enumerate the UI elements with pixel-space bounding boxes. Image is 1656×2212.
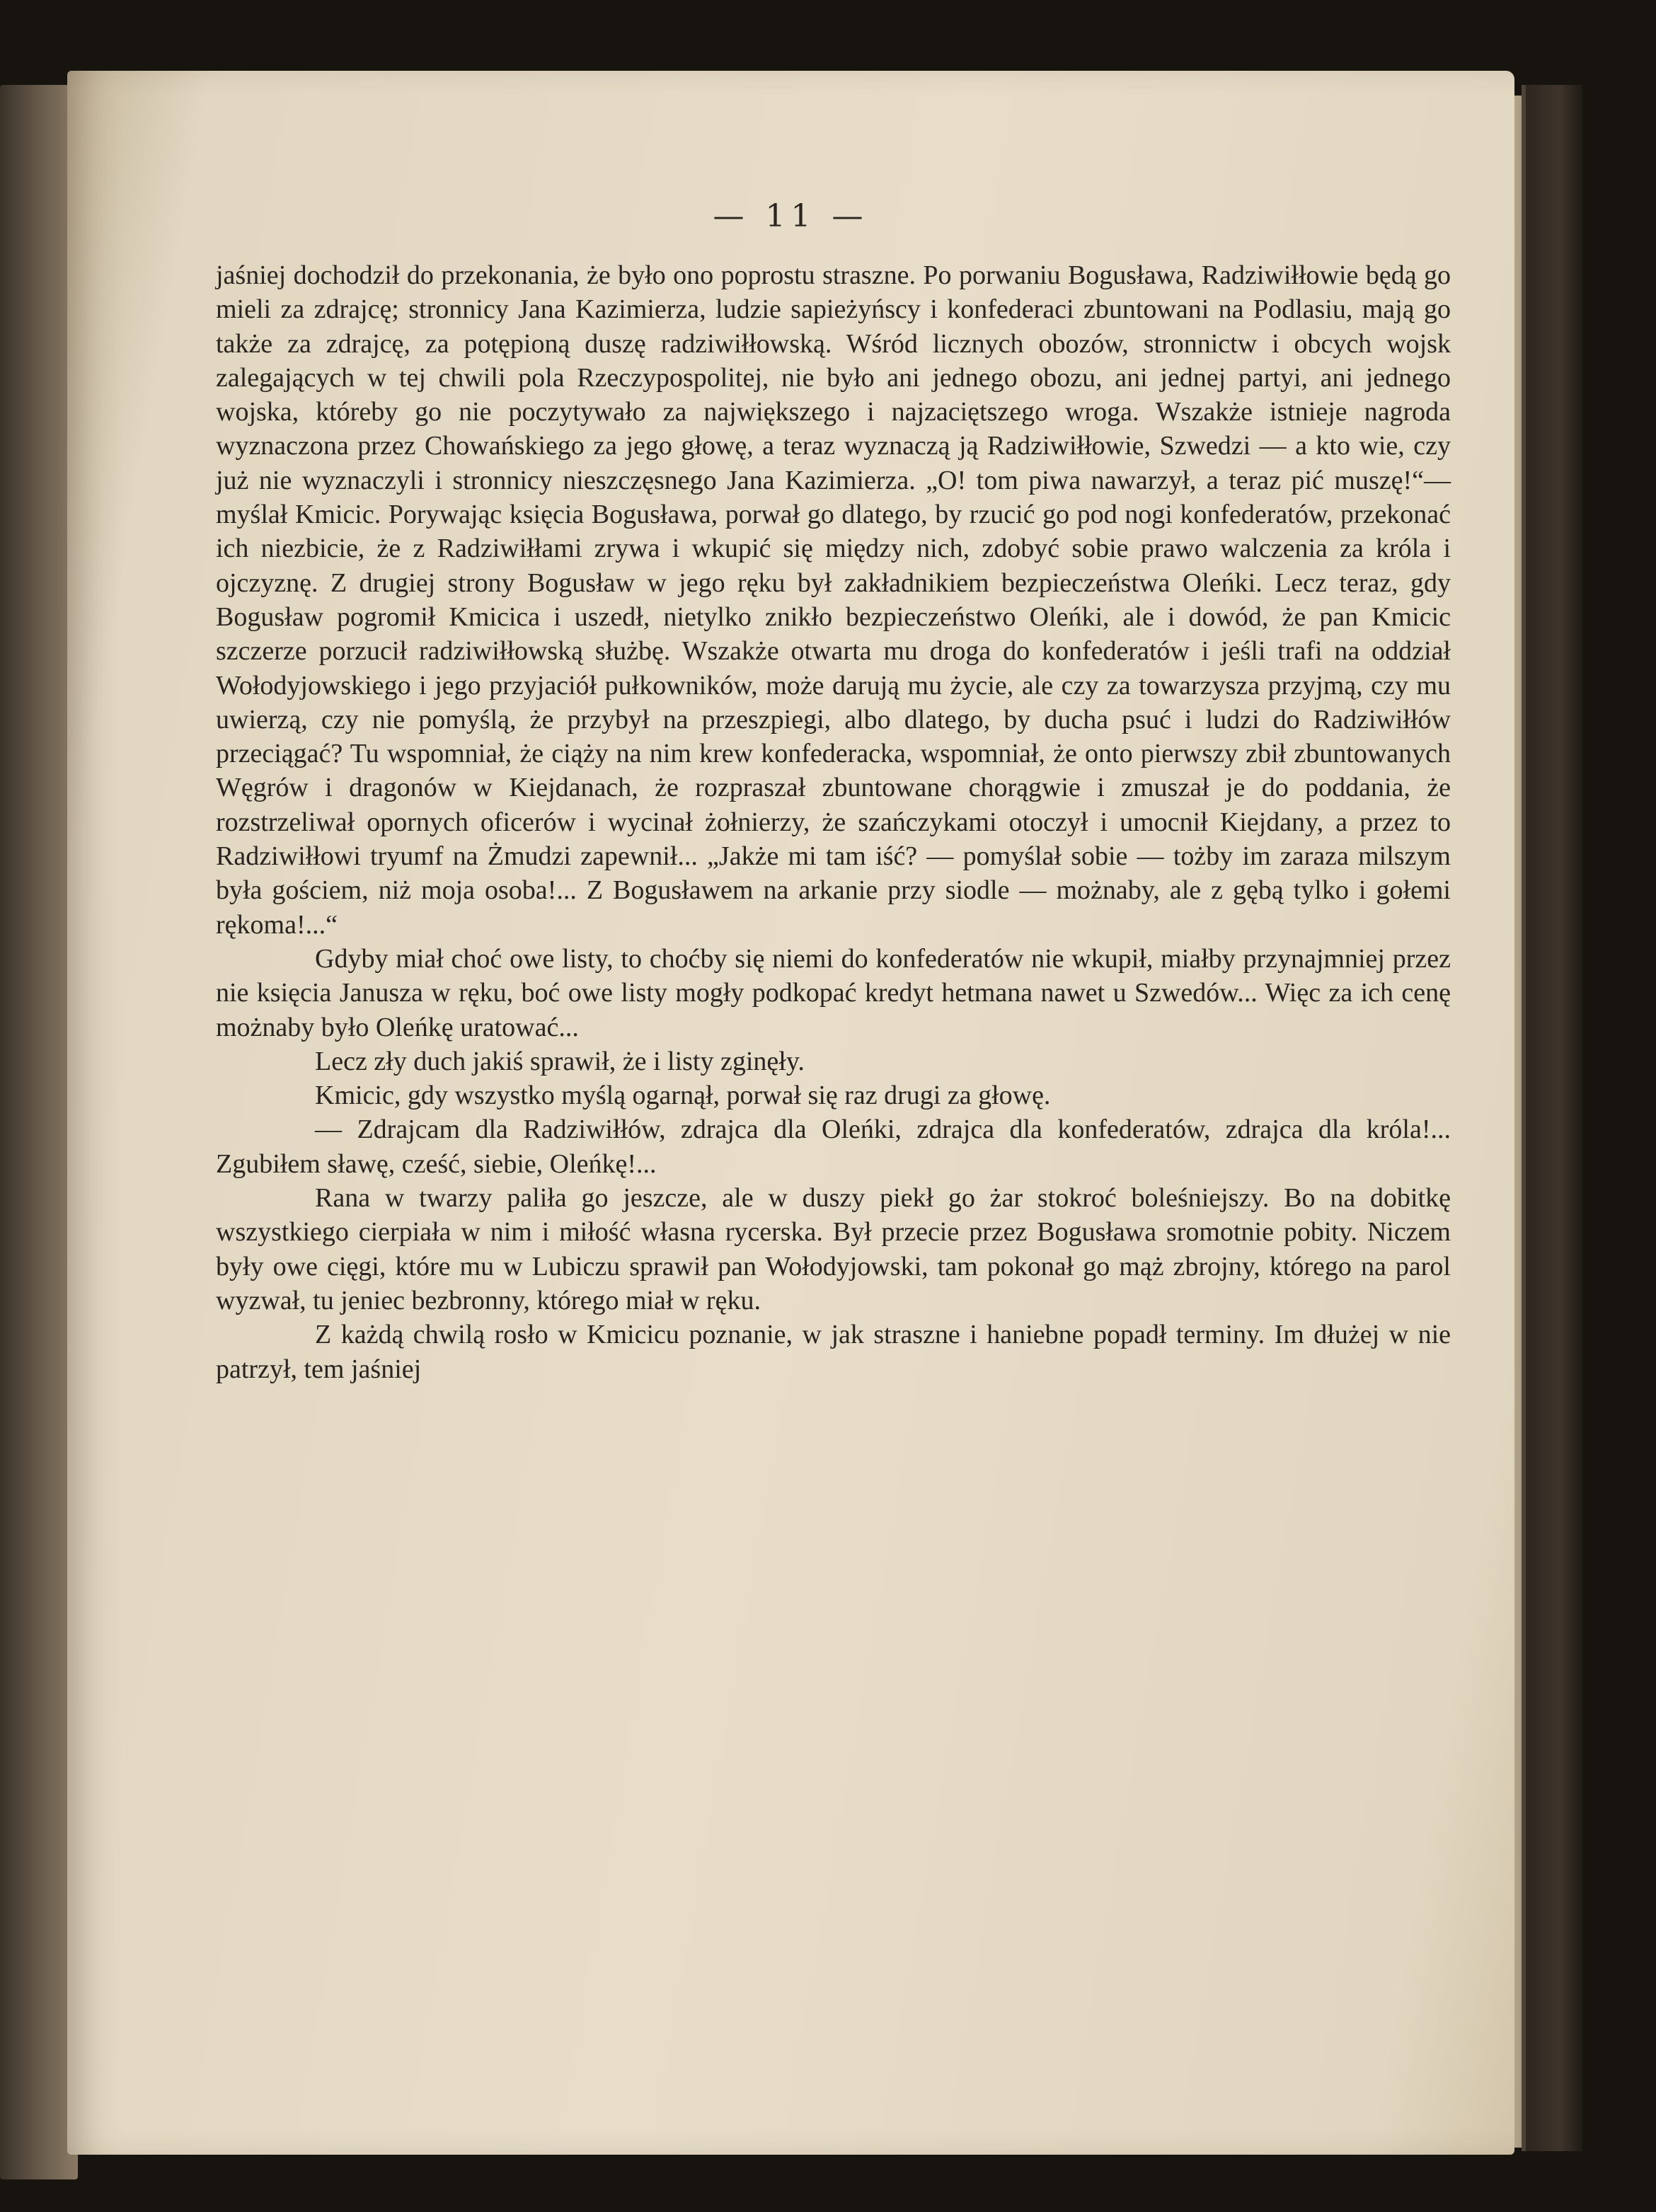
paragraph: — Zdrajcam dla Radziwiłłów, zdrajca dla Oleńki, zdrajca dla konfederatów, zdrajca dla króla!... Zgubiłem sławę, cześć, siebie, Oleńkę!...: [216, 1114, 1451, 1179]
paragraph: Z każdą chwilą rosło w Kmicicu poznanie, w jak straszne i haniebne popadł terminy. Im dłużej w nie patrzył, tem jaśniej: [216, 1320, 1451, 1384]
book-page: [67, 71, 1514, 2155]
book-spine-left: [0, 85, 78, 2179]
paragraph: Kmicic, gdy wszystko myślą ogarnął, porwał się raz drugi za głowę.: [315, 1081, 1051, 1111]
paragraph: jaśniej dochodził do przekonania, że było ono poprostu straszne. Po porwaniu Bogusława, Radziwiłłowie będą go mieli za zdrajcę; stronnicy Jana Kazimierza, ludzie sapieżyńscy i konfederaci zbuntowani na Podlasiu, mają go także za zdrajcę, za potępioną duszę radziwiłłowską. Wśród licznych obozów, stronnictw i obcych wojsk zalegających w tej chwili pola Rzeczypospolitej, nie było ani jednego obozu, ani jednej partyi, ani jednego wojska, któreby go nie poczytywało za największego i najzaciętszego wroga. Wszakże istnieje nagroda wyznaczona przez Chowańskiego za jego głowę, a teraz wyznaczą ją Radziwiłłowie, Szwedzi — a kto wie, czy już nie wyznaczyli i stronnicy nieszczęsnego Jana Kazimierza. „O! tom piwa nawarzył, a teraz pić muszę!“— myślał Kmicic. Porywając księcia Bogusława, porwał go dlatego, by rzucić go pod nogi konfederatów, przekonać ich niezbicie, że z Radziwiłłami zrywa i wkupić się między nich, zdobyć sobie prawo walczenia za króla i ojczyznę. Z drugiej strony Bogusław w jego ręku był zakładnikiem bezpieczeństwa Oleńki. Lecz teraz, gdy Bogusław pogromił Kmicica i uszedł, nietylko znikło bezpieczeństwo Oleńki, ale i dowód, że pan Kmicic szczerze porzucił radziwiłłowską służbę. Wszakże otwarta mu droga do konfederatów i jeśli trafi na oddział Wołodyjowskiego i jego przyjaciół pułkowników, może darują mu życie, ale czy za towarzysza przyjmą, czy mu uwierzą, czy nie pomyślą, że przybył na przeszpiegi, albo dlatego, by ducha psuć i ludzi do Radziwiłłów przeciągać? Tu wspomniał, że ciąży na nim krew konfederacka, wspomniał, że onto pierwszy zbił zbuntowanych Węgrów i dragonów w Kiejdanach, że rozpraszał zbuntowane chorągwie i zmuszał je do poddania, że rozstrzeliwał opornych oficerów i wycinał żołnierzy, że szańczykami otoczył i umocnił Kiejdany, a przez to Radziwiłłowi tryumf na Żmudzi zapewnił... „Jakże mi tam iść? — pomyślał sobie — tożby im zaraza milszym była gościem, niż moja osoba!... Z Bogusławem na arkanie przy siodle — możnaby, ale z gębą tylko i gołemi rękoma!...“: [216, 260, 1451, 940]
page-number: — 11 —: [713, 198, 869, 234]
paragraph: Rana w twarzy paliła go jeszcze, ale w duszy piekł go żar stokroć boleśniejszy. Bo na dobitkę wszystkiego cierpiała w nim i miłość własna rycerska. Był przecie przez Bogusława sromotnie pobity. Niczem były owe cięgi, które mu w Lubiczu sprawił pan Wołodyjowski, tam pokonał go mąż zbrojny, którego na parol wyzwał, tu jeniec bezbronny, którego miał w ręku.: [216, 1183, 1451, 1315]
paragraph: Lecz zły duch jakiś sprawił, że i listy zginęły.: [315, 1046, 805, 1076]
paragraph: Gdyby miał choć owe listy, to choćby się niemi do konfederatów nie wkupił, miałby przynajmniej przez nie księcia Janusza w ręku, boć owe listy mogły podkopać kredyt hetmana nawet u Szwedów... Więc za ich cenę możnaby było Oleńkę uratować...: [216, 943, 1451, 1042]
body-text: [216, 258, 1451, 1386]
book-cover-right: [1522, 85, 1582, 2151]
